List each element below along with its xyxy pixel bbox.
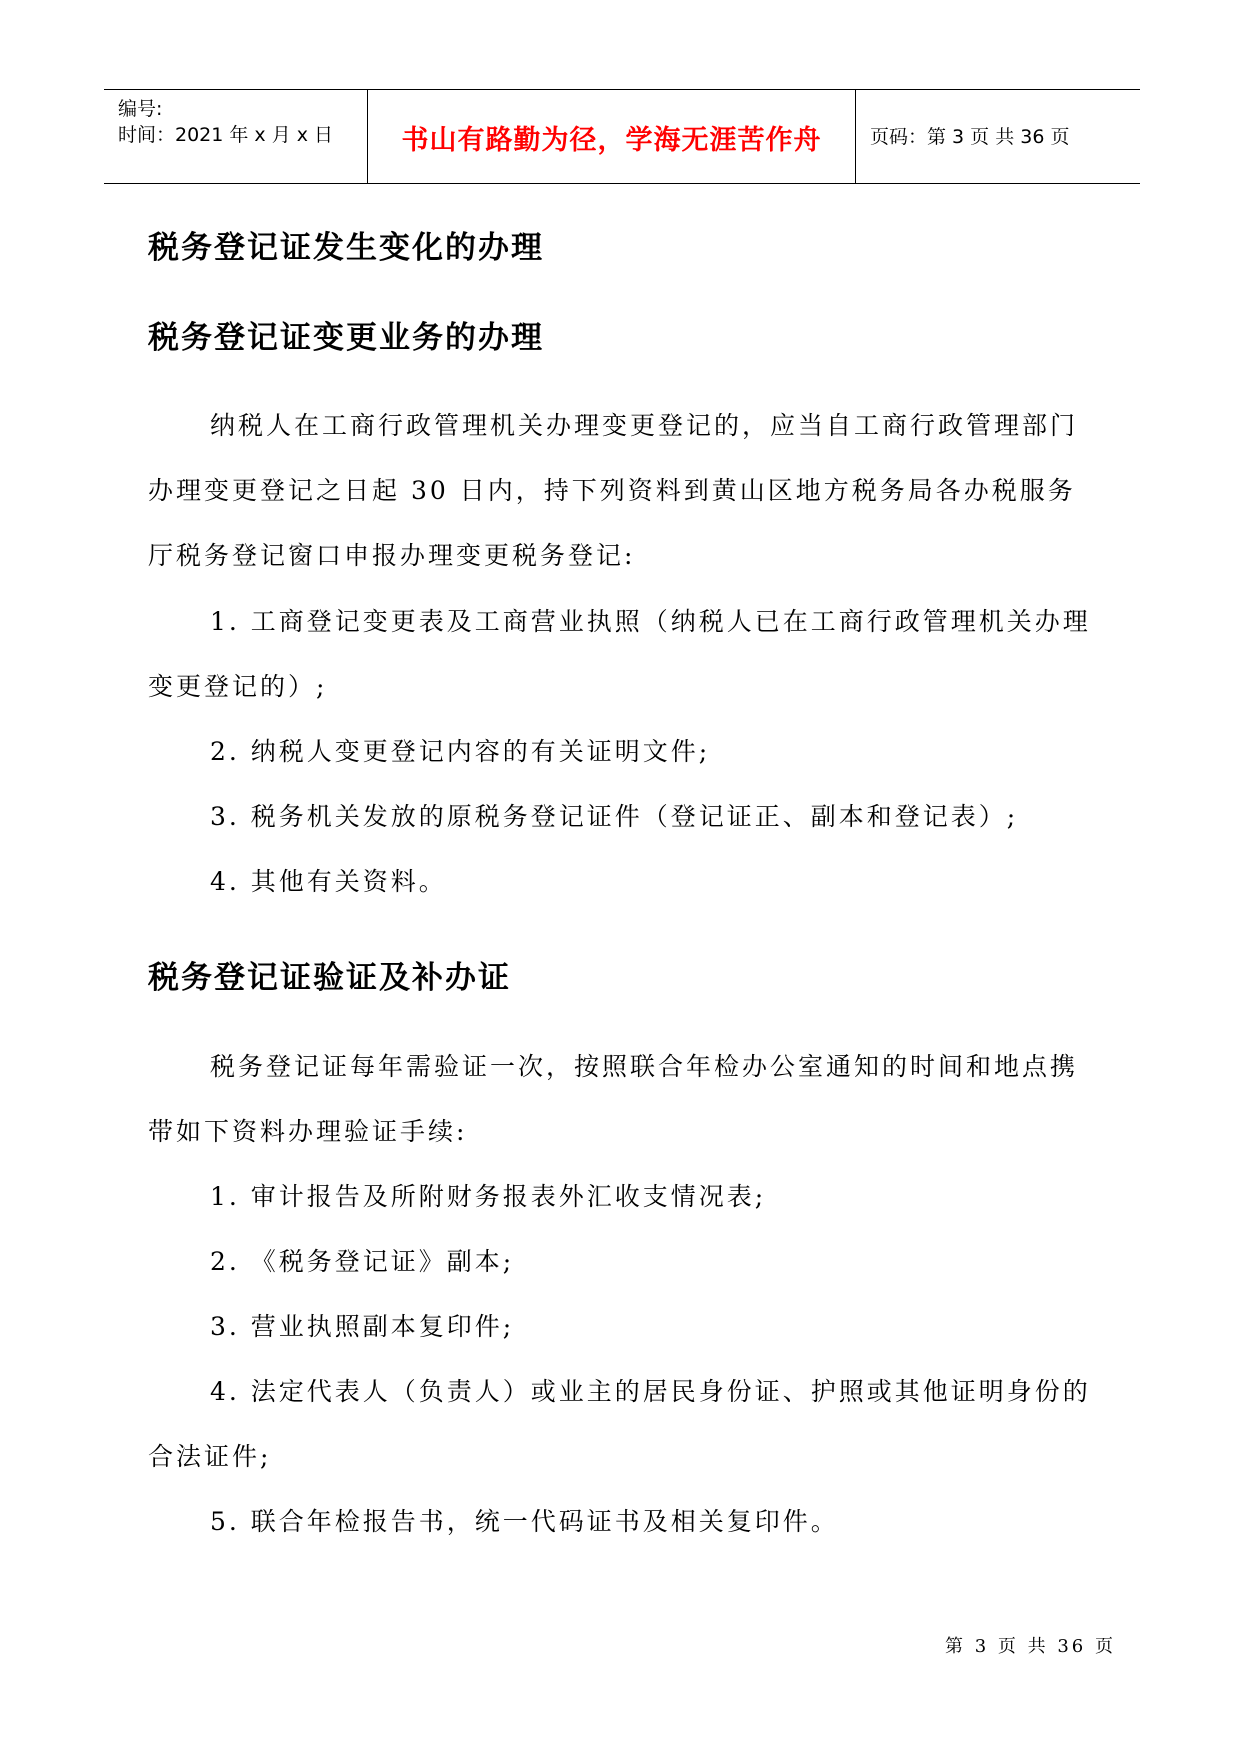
header-page-cell	[856, 90, 1140, 183]
list-item: 4. 其他有关资料。	[210, 867, 447, 896]
paragraph-verification: 税务登记证每年需验证一次，按照联合年检办公室通知的时间和地点携带如下资料办理验证手续:	[148, 1052, 1079, 1146]
section-title-3: 税务登记证验证及补办证	[148, 960, 511, 996]
list-item: 3. 营业执照副本复印件;	[210, 1312, 515, 1341]
list-item: 3. 税务机关发放的原税务登记证件（登记证正、副本和登记表）;	[210, 802, 1019, 831]
section-title-1: 税务登记证发生变化的办理	[148, 230, 544, 266]
list-item: 1. 工商登记变更表及工商营业执照（纳税人已在工商行政管理机关办理变更登记的）;	[148, 607, 1091, 701]
number-label: 编号:	[118, 98, 163, 120]
list-item: 5. 联合年检报告书，统一代码证书及相关复印件。	[210, 1507, 839, 1536]
section-title-2: 税务登记证变更业务的办理	[148, 320, 544, 356]
header-meta-cell	[104, 90, 368, 183]
page-info: 页码：第 3 页 共 36 页	[870, 126, 1070, 148]
header-motto-cell	[368, 90, 856, 183]
list-item: 1. 审计报告及所附财务报表外汇收支情况表;	[210, 1182, 767, 1211]
motto-text: 书山有路勤为径，学海无涯苦作舟	[401, 125, 822, 156]
page-footer: 第 3 页 共 36 页	[945, 1636, 1116, 1657]
paragraph-change-registration: 纳税人在工商行政管理机关办理变更登记的，应当自工商行政管理部门办理变更登记之日起 30 日内，持下列资料到黄山区地方税务局各办税服务厅税务登记窗口申报办理变更税务登记:	[148, 411, 1079, 570]
list-item: 4. 法定代表人（负责人）或业主的居民身份证、护照或其他证明身份的合法证件;	[148, 1377, 1091, 1471]
page-header	[104, 89, 1140, 184]
list-item: 2. 《税务登记证》副本;	[210, 1247, 515, 1276]
time-label: 时间：2021 年 x 月 x 日	[118, 124, 334, 146]
list-item: 2. 纳税人变更登记内容的有关证明文件;	[210, 737, 711, 766]
